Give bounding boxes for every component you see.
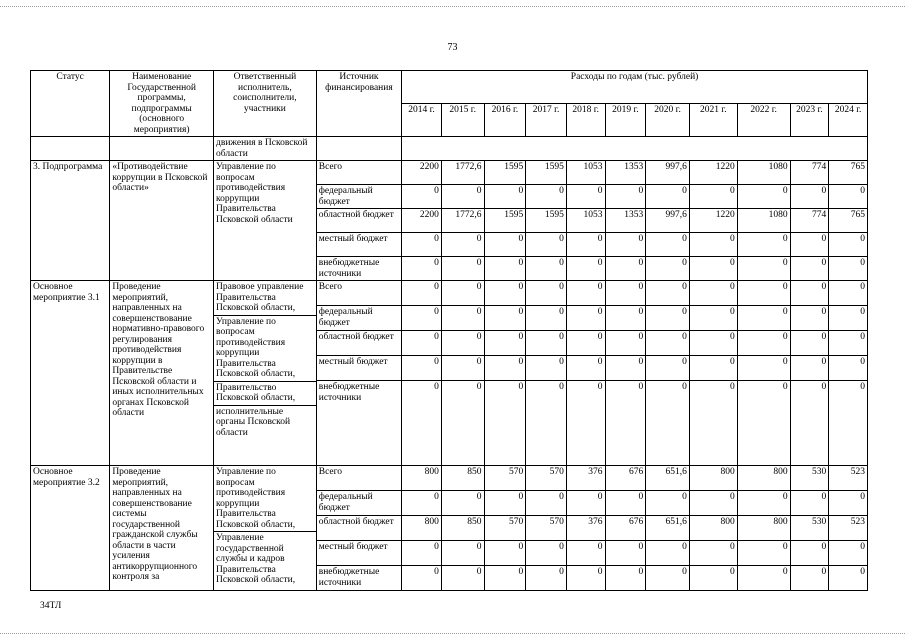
value-cell: 997,6 (646, 161, 690, 185)
value-cell: 0 (790, 381, 829, 466)
scan-edge-top (0, 6, 905, 7)
source-cell: федеральный бюджет (316, 491, 401, 516)
value-cell: 765 (829, 209, 868, 233)
value-cell: 0 (829, 257, 868, 281)
value-cell: 850 (441, 516, 484, 541)
responsible-cell (214, 281, 317, 466)
value-cell: 0 (526, 281, 567, 306)
value-cell: 0 (605, 356, 646, 381)
value-cell: 376 (566, 516, 605, 541)
value-cell: 1595 (484, 209, 526, 233)
value-cell: 0 (646, 331, 690, 356)
value-cell: 0 (737, 331, 790, 356)
continuation-source (316, 137, 401, 161)
value-cell: 0 (402, 491, 442, 516)
value-cell: 0 (689, 233, 737, 257)
header-year: 2018 г. (566, 104, 605, 137)
value-cell: 0 (484, 281, 526, 306)
header-status: Статус (31, 71, 110, 137)
value-cell: 0 (829, 281, 868, 306)
responsible-entry: Управление государственной службы и кадров Правительства Псковской области, (214, 531, 316, 587)
value-cell: 676 (605, 516, 646, 541)
value-cell: 0 (605, 306, 646, 331)
value-cell: 0 (526, 566, 567, 591)
value-cell: 0 (526, 356, 567, 381)
value-cell: 0 (566, 233, 605, 257)
value-cell: 0 (689, 185, 737, 209)
value-cell: 0 (646, 356, 690, 381)
value-cell: 1053 (566, 161, 605, 185)
value-cell: 800 (689, 466, 737, 491)
value-cell: 0 (605, 233, 646, 257)
value-cell: 570 (484, 466, 526, 491)
header-year: 2020 г. (646, 104, 690, 137)
value-cell: 0 (646, 491, 690, 516)
value-cell: 0 (689, 491, 737, 516)
responsible-entry: Управление по вопросам противодействия коррупции Правительства Псковской области, (214, 315, 316, 381)
value-cell: 0 (737, 566, 790, 591)
value-cell: 0 (689, 356, 737, 381)
header-year: 2024 г. (829, 104, 868, 137)
header-year: 2022 г. (737, 104, 790, 137)
value-cell: 570 (526, 466, 567, 491)
value-cell: 1595 (526, 161, 567, 185)
value-cell: 1772,6 (441, 209, 484, 233)
value-cell: 0 (402, 306, 442, 331)
value-cell: 0 (402, 356, 442, 381)
value-cell: 0 (829, 491, 868, 516)
value-cell: 0 (689, 257, 737, 281)
value-cell: 0 (402, 331, 442, 356)
page-number: 73 (447, 42, 458, 53)
source-cell: местный бюджет (316, 356, 401, 381)
value-cell: 1080 (737, 161, 790, 185)
responsible-entry: Управление по вопросам противодействия коррупции Правительства Псковской области (216, 162, 293, 225)
value-cell: 1220 (689, 209, 737, 233)
responsible-cell (214, 161, 317, 281)
continuation-status (31, 137, 110, 161)
value-cell: 0 (402, 381, 442, 466)
value-cell: 0 (526, 185, 567, 209)
value-cell: 0 (484, 356, 526, 381)
value-cell: 0 (790, 491, 829, 516)
status-cell: 3. Подпрограмма (31, 161, 110, 281)
value-cell: 0 (441, 491, 484, 516)
footer-code: 34ТЛ (40, 601, 62, 611)
value-cell: 0 (484, 491, 526, 516)
value-cell: 0 (790, 257, 829, 281)
value-cell: 800 (402, 516, 442, 541)
value-cell: 0 (737, 257, 790, 281)
value-cell: 0 (566, 306, 605, 331)
value-cell: 0 (737, 541, 790, 566)
value-cell: 0 (790, 541, 829, 566)
value-cell: 0 (689, 566, 737, 591)
value-cell: 376 (566, 466, 605, 491)
value-cell: 0 (441, 541, 484, 566)
continuation-responsible: движения в Псковской области (214, 137, 317, 161)
continuation-row (31, 137, 868, 161)
value-cell: 0 (441, 281, 484, 306)
header-source: Источник финансирования (316, 71, 401, 137)
value-cell: 0 (484, 381, 526, 466)
value-cell: 0 (605, 566, 646, 591)
value-cell: 0 (605, 331, 646, 356)
name-cell: «Противодействие коррупции в Псковской области» (110, 161, 214, 281)
value-cell: 0 (566, 566, 605, 591)
value-cell: 0 (646, 185, 690, 209)
table-body (31, 137, 868, 591)
source-cell: Всего (316, 466, 401, 491)
name-cell: Проведение мероприятий, направленных на совершенствование системы государственной гражданской службы области в части усиления антикоррупционного контроля за (110, 466, 214, 591)
value-cell: 0 (605, 257, 646, 281)
source-cell: внебюджетные источники (316, 257, 401, 281)
value-cell: 2200 (402, 209, 442, 233)
value-cell: 1595 (526, 209, 567, 233)
source-cell: федеральный бюджет (316, 185, 401, 209)
header-year: 2014 г. (402, 104, 442, 137)
scan-edge-bottom (0, 633, 905, 634)
header-year: 2017 г. (526, 104, 567, 137)
value-cell: 0 (441, 306, 484, 331)
value-cell: 0 (790, 331, 829, 356)
value-cell: 0 (484, 233, 526, 257)
source-cell: федеральный бюджет (316, 306, 401, 331)
value-cell: 0 (402, 233, 442, 257)
responsible-cell (214, 466, 317, 591)
measure-3-1-row (31, 281, 868, 306)
value-cell: 0 (441, 257, 484, 281)
value-cell: 1595 (484, 161, 526, 185)
value-cell: 0 (566, 491, 605, 516)
value-cell: 0 (566, 331, 605, 356)
value-cell: 1353 (605, 161, 646, 185)
header-year: 2016 г. (484, 104, 526, 137)
value-cell: 0 (484, 257, 526, 281)
value-cell: 0 (402, 566, 442, 591)
source-cell: Всего (316, 161, 401, 185)
value-cell: 0 (790, 233, 829, 257)
value-cell: 0 (829, 356, 868, 381)
value-cell: 676 (605, 466, 646, 491)
source-cell: внебюджетные источники (316, 381, 401, 466)
value-cell: 0 (829, 331, 868, 356)
value-cell: 651,6 (646, 516, 690, 541)
value-cell: 0 (526, 306, 567, 331)
value-cell: 1053 (566, 209, 605, 233)
value-cell: 774 (790, 161, 829, 185)
source-cell: областной бюджет (316, 516, 401, 541)
value-cell: 523 (829, 466, 868, 491)
value-cell: 0 (484, 331, 526, 356)
value-cell: 800 (689, 516, 737, 541)
value-cell: 0 (646, 257, 690, 281)
value-cell: 800 (737, 466, 790, 491)
header-name: Наименование Государственной программы, подпрограммы (основного мероприятия) (110, 71, 214, 137)
value-cell: 0 (829, 306, 868, 331)
continuation-values (402, 137, 868, 161)
value-cell: 570 (484, 516, 526, 541)
header-year: 2023 г. (790, 104, 829, 137)
value-cell: 0 (790, 185, 829, 209)
value-cell: 0 (441, 185, 484, 209)
responsible-entry: исполнительные органы Псковской области (214, 405, 316, 440)
header-year: 2015 г. (441, 104, 484, 137)
value-cell: 0 (790, 281, 829, 306)
continuation-name (110, 137, 214, 161)
value-cell: 800 (737, 516, 790, 541)
value-cell: 0 (605, 281, 646, 306)
value-cell: 0 (526, 491, 567, 516)
responsible-entry: Управление по вопросам противодействия коррупции Правительства Псковской области, (216, 467, 296, 530)
value-cell: 0 (829, 233, 868, 257)
status-cell: Основное мероприятие 3.1 (31, 281, 110, 466)
value-cell: 997,6 (646, 209, 690, 233)
value-cell: 570 (526, 516, 567, 541)
value-cell: 0 (689, 541, 737, 566)
value-cell: 0 (566, 381, 605, 466)
value-cell: 0 (737, 306, 790, 331)
value-cell: 0 (689, 281, 737, 306)
value-cell: 0 (646, 541, 690, 566)
value-cell: 0 (484, 541, 526, 566)
value-cell: 0 (484, 185, 526, 209)
value-cell: 0 (646, 306, 690, 331)
value-cell: 0 (484, 306, 526, 331)
value-cell: 800 (402, 466, 442, 491)
value-cell: 0 (689, 331, 737, 356)
value-cell: 0 (526, 233, 567, 257)
value-cell: 0 (790, 356, 829, 381)
value-cell: 0 (441, 356, 484, 381)
value-cell: 523 (829, 516, 868, 541)
responsible-entry: Правовое управление Правительства Псковской области, (216, 282, 304, 313)
value-cell: 0 (566, 356, 605, 381)
value-cell: 0 (605, 491, 646, 516)
value-cell: 0 (737, 381, 790, 466)
name-cell: Проведение мероприятий, направленных на совершенствование нормативно-правового регулирования противодействия коррупции в Правительстве Псковской области и иных исполнительных органах Псковской области (110, 281, 214, 466)
value-cell: 0 (646, 566, 690, 591)
value-cell: 0 (605, 541, 646, 566)
source-cell: областной бюджет (316, 209, 401, 233)
header-responsible: Ответственный исполнитель, соисполнители, участники (214, 71, 317, 137)
value-cell: 0 (526, 381, 567, 466)
value-cell: 0 (737, 233, 790, 257)
value-cell: 0 (566, 281, 605, 306)
header-year: 2019 г. (605, 104, 646, 137)
value-cell: 0 (566, 185, 605, 209)
value-cell: 0 (737, 491, 790, 516)
subprogram-3-row (31, 161, 868, 185)
value-cell: 0 (441, 233, 484, 257)
value-cell: 0 (441, 566, 484, 591)
value-cell: 0 (829, 381, 868, 466)
value-cell: 0 (402, 185, 442, 209)
value-cell: 850 (441, 466, 484, 491)
value-cell: 1772,6 (441, 161, 484, 185)
value-cell: 0 (605, 185, 646, 209)
source-cell: местный бюджет (316, 541, 401, 566)
value-cell: 0 (829, 185, 868, 209)
value-cell: 0 (441, 381, 484, 466)
value-cell: 0 (829, 541, 868, 566)
value-cell: 774 (790, 209, 829, 233)
source-cell: областной бюджет (316, 331, 401, 356)
measure-3-2-row (31, 466, 868, 491)
status-cell: Основное мероприятие 3.2 (31, 466, 110, 591)
value-cell: 0 (526, 257, 567, 281)
header-expenses: Расходы по годам (тыс. рублей) (402, 71, 868, 104)
value-cell: 0 (790, 306, 829, 331)
value-cell: 0 (402, 281, 442, 306)
value-cell: 0 (790, 566, 829, 591)
value-cell: 2200 (402, 161, 442, 185)
value-cell: 0 (605, 381, 646, 466)
value-cell: 0 (526, 541, 567, 566)
value-cell: 530 (790, 466, 829, 491)
value-cell: 0 (737, 185, 790, 209)
budget-table (30, 70, 868, 591)
value-cell: 0 (689, 306, 737, 331)
value-cell: 1220 (689, 161, 737, 185)
source-cell: внебюджетные источники (316, 566, 401, 591)
value-cell: 0 (526, 331, 567, 356)
value-cell: 0 (646, 233, 690, 257)
value-cell: 0 (646, 381, 690, 466)
value-cell: 0 (566, 541, 605, 566)
value-cell: 530 (790, 516, 829, 541)
value-cell: 0 (737, 356, 790, 381)
header-year: 2021 г. (689, 104, 737, 137)
source-cell: местный бюджет (316, 233, 401, 257)
value-cell: 0 (829, 566, 868, 591)
value-cell: 0 (484, 566, 526, 591)
value-cell: 0 (402, 257, 442, 281)
header-row-1 (31, 71, 868, 104)
value-cell: 0 (646, 281, 690, 306)
value-cell: 0 (689, 381, 737, 466)
value-cell: 651,6 (646, 466, 690, 491)
value-cell: 0 (402, 541, 442, 566)
value-cell: 1353 (605, 209, 646, 233)
value-cell: 0 (566, 257, 605, 281)
value-cell: 765 (829, 161, 868, 185)
source-cell: Всего (316, 281, 401, 306)
value-cell: 1080 (737, 209, 790, 233)
value-cell: 0 (441, 331, 484, 356)
responsible-entry: Правительство Псковской области, (214, 381, 316, 405)
value-cell: 0 (737, 281, 790, 306)
